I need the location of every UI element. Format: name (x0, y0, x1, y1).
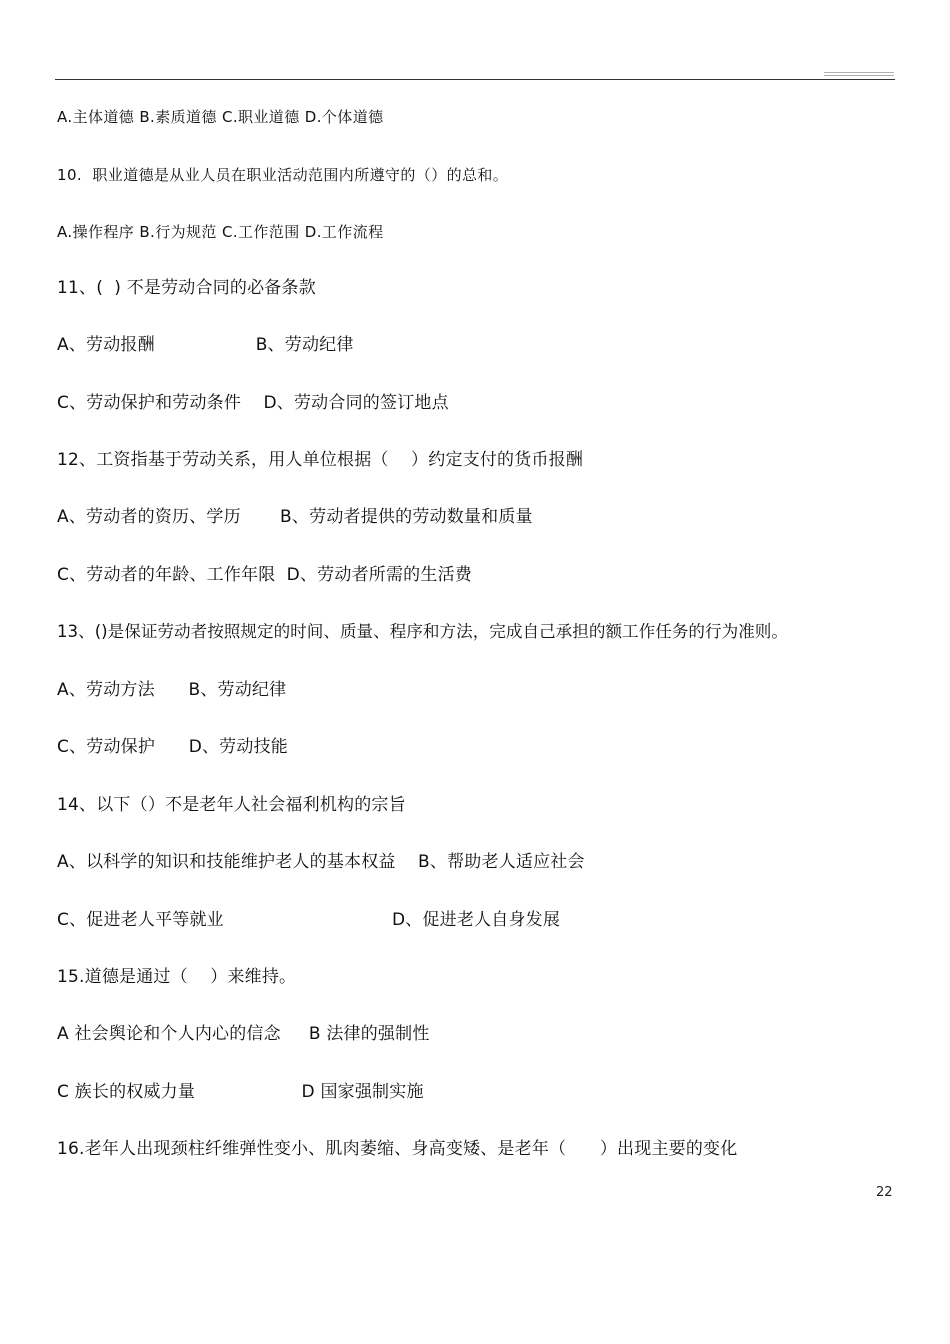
header-rule (55, 79, 895, 80)
option-line: A、劳动者的资历、学历 B、劳动者提供的劳动数量和质量 (57, 507, 533, 527)
question-line: 12、工资指基于劳动关系，用人单位根据（ ）约定支付的货币报酬 (57, 450, 584, 470)
question-line: 11、( ) 不是劳动合同的必备条款 (57, 278, 316, 298)
option-line: C、劳动保护和劳动条件 D、劳动合同的签订地点 (57, 393, 449, 413)
question-line: 13、()是保证劳动者按照规定的时间、质量、程序和方法，完成自己承担的额工作任务的行为准则。 (57, 622, 788, 641)
option-line: C 族长的权威力量 D 国家强制实施 (57, 1082, 424, 1102)
option-line: A、劳动方法 B、劳动纪律 (57, 680, 287, 700)
question-line: 16.老年人出现颈柱纤维弹性变小、肌肉萎缩、身高变矮、是老年（ ）出现主要的变化 (57, 1139, 738, 1159)
option-line: C、劳动保护 D、劳动技能 (57, 737, 288, 757)
option-line: A 社会舆论和个人内心的信念 B 法律的强制性 (57, 1024, 430, 1044)
question-line: 15.道德是通过（ ）来维持。 (57, 967, 297, 987)
header-decoration (824, 75, 894, 76)
header-decoration (824, 72, 894, 73)
option-line: A.主体道德 B.素质道德 C.职业道德 D.个体道德 (57, 108, 384, 126)
question-line: 10. 职业道德是从业人员在职业活动范围内所遵守的（）的总和。 (57, 166, 509, 184)
option-line: C、劳动者的年龄、工作年限 D、劳动者所需的生活费 (57, 565, 472, 585)
option-line: A.操作程序 B.行为规范 C.工作范围 D.工作流程 (57, 223, 384, 241)
option-line: A、以科学的知识和技能维护老人的基本权益 B、帮助老人适应社会 (57, 852, 585, 872)
page-number: 22 (876, 1185, 893, 1200)
option-line: A、劳动报酬 B、劳动纪律 (57, 335, 354, 355)
question-line: 14、以下（）不是老年人社会福利机构的宗旨 (57, 795, 406, 815)
option-line: C、促进老人平等就业 D、促进老人自身发展 (57, 910, 561, 930)
